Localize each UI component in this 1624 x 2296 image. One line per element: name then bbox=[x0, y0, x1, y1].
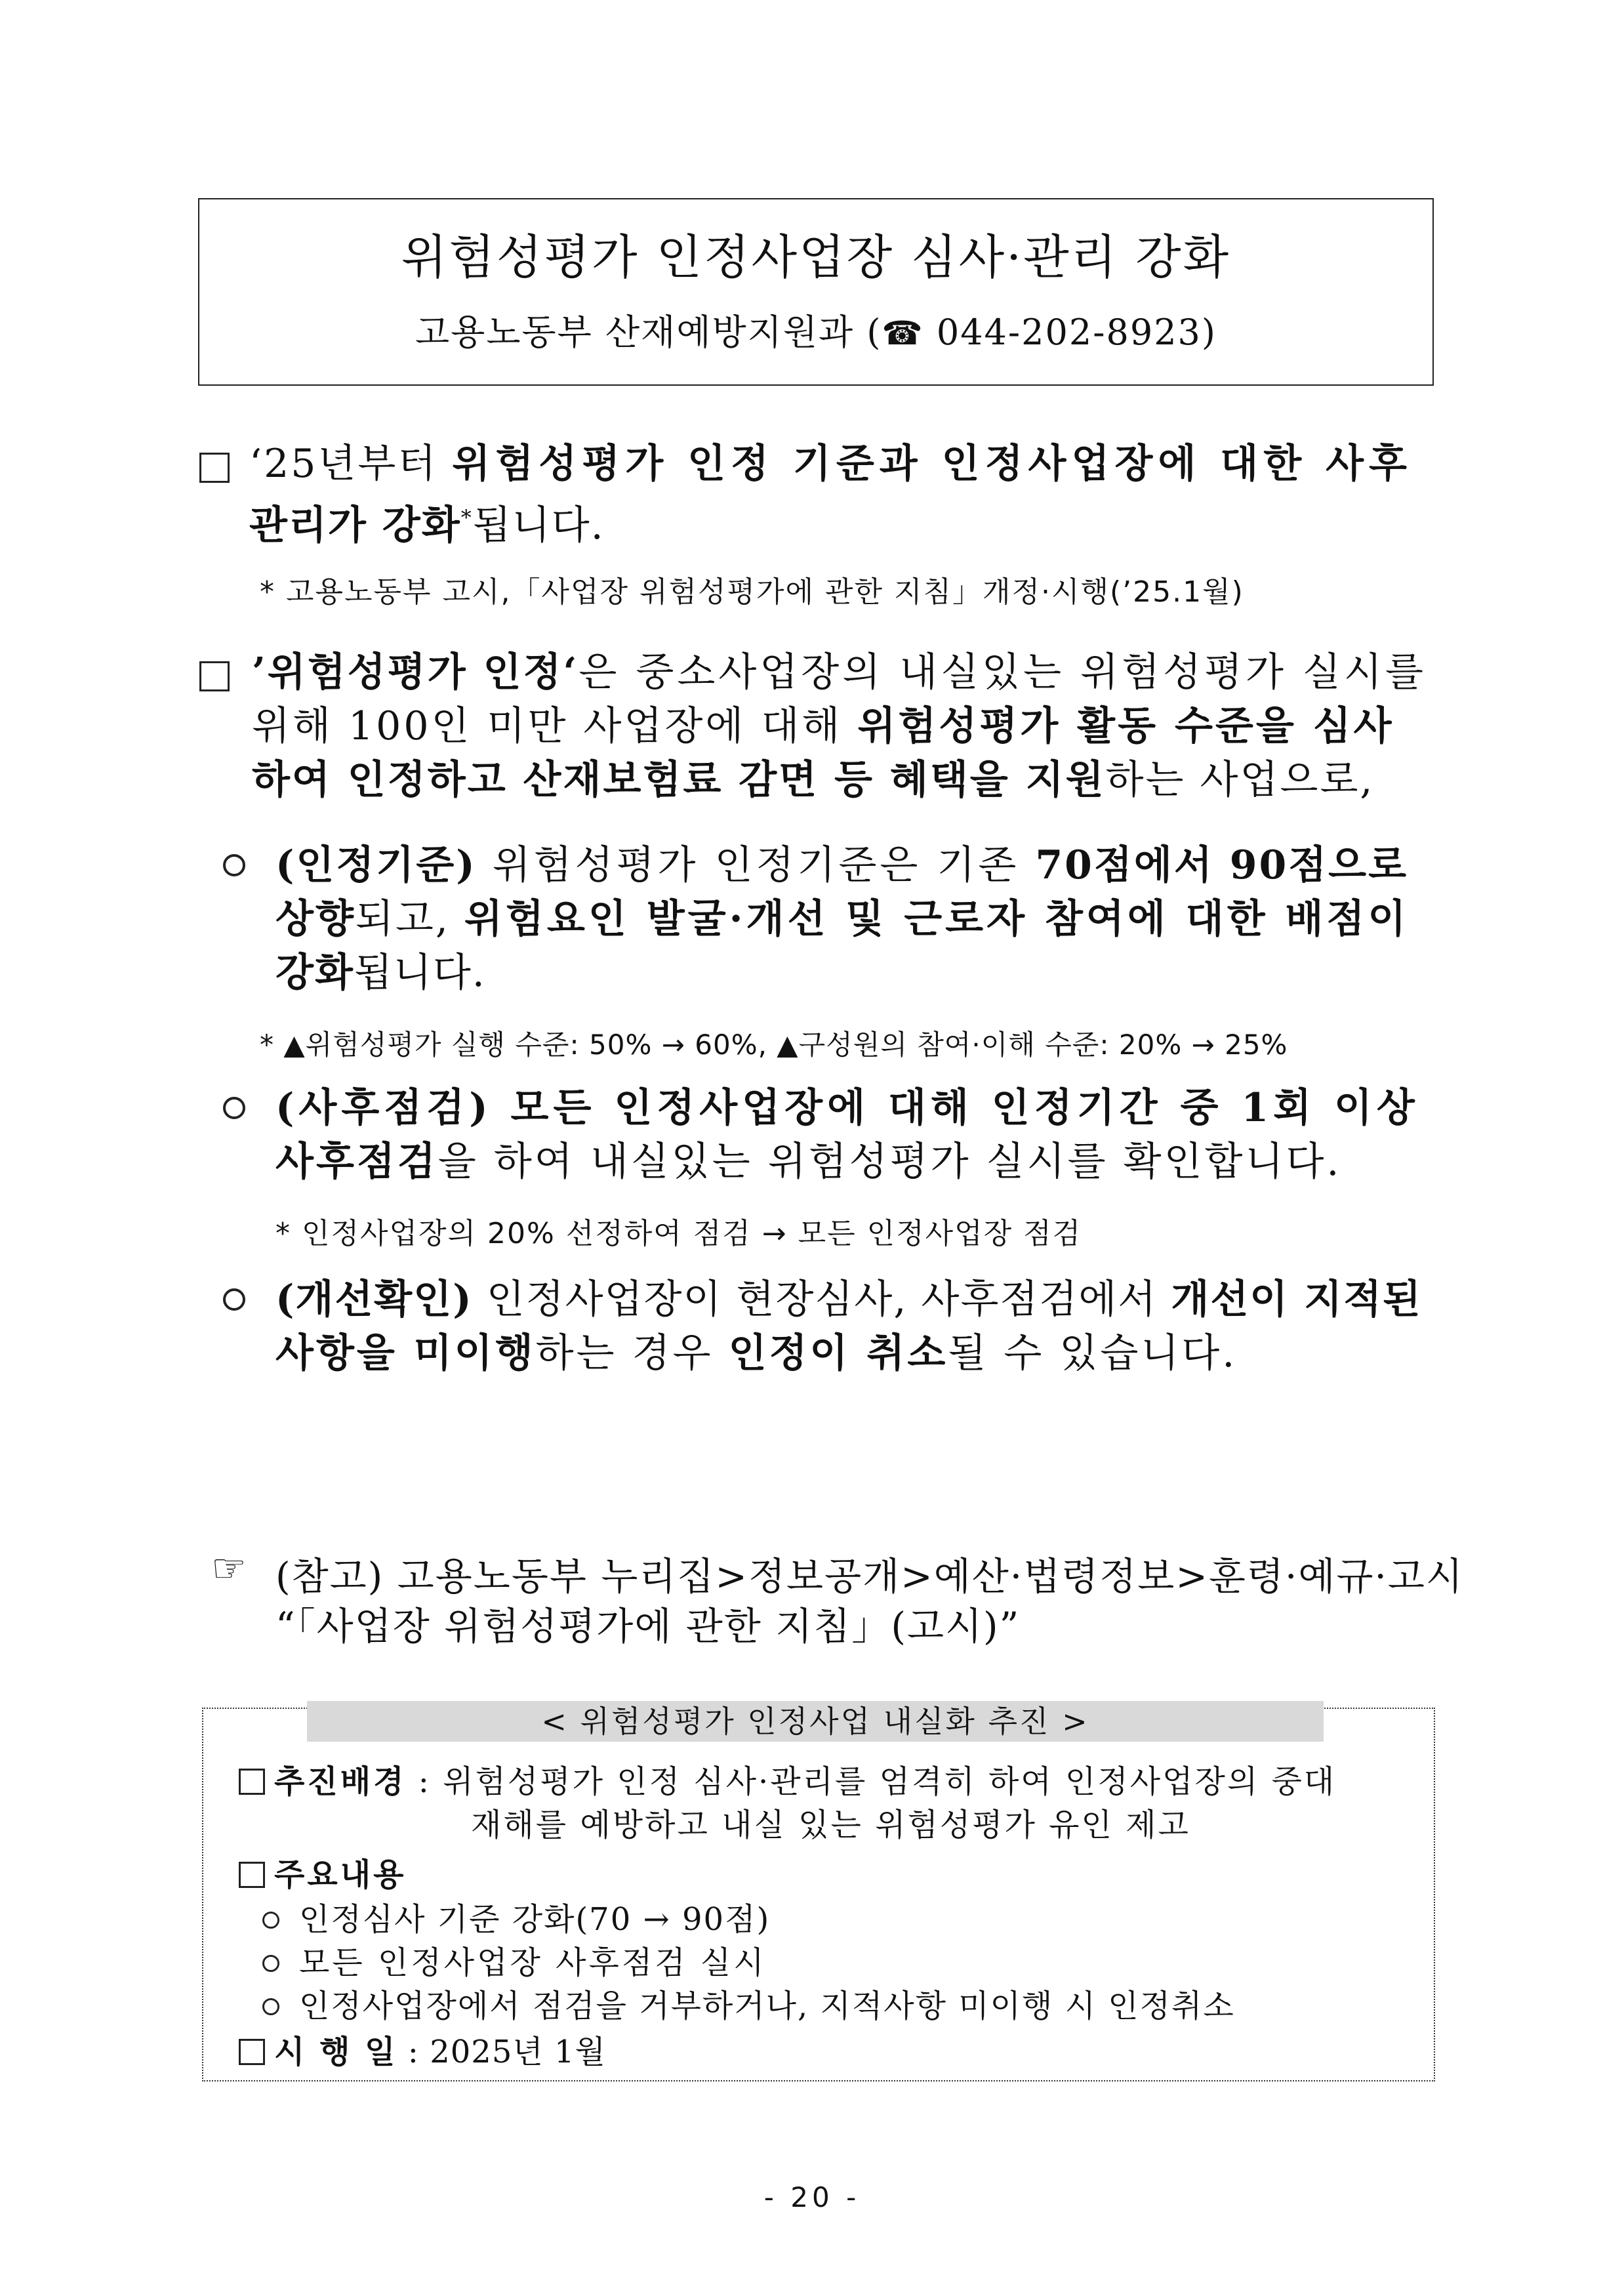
text-run: 인정사업장이 현장심사, 사후점검에서 bbox=[472, 1277, 1171, 1322]
item-post-check-note: * 인정사업장의 20% 선정하여 점검 → 모든 인정사업장 점검 bbox=[275, 1217, 1082, 1250]
text-run: 하는 경우 bbox=[535, 1330, 729, 1376]
circle-bullet-icon bbox=[262, 1912, 279, 1929]
department-contact bbox=[199, 304, 1432, 355]
text-run-bold: 위험요인 발굴·개선 및 근로자 참여에 대한 배점이 bbox=[464, 896, 1410, 942]
reference-line-2: “「사업장 위험성평가에 관한 지침」(고시)” bbox=[275, 1604, 1021, 1649]
text-run-bold: 위험성평가 인정 기준과 인정사업장에 대한 사후 bbox=[452, 441, 1413, 487]
label: 주요내용 bbox=[274, 1856, 407, 1893]
circle-bullet-icon bbox=[223, 854, 245, 876]
text-run: : 2025년 1월 bbox=[397, 2034, 606, 2070]
text-run: 하는 사업으로, bbox=[1105, 757, 1375, 803]
summary-item bbox=[262, 1980, 1235, 2026]
text-run-bold: (개선확인) bbox=[275, 1277, 473, 1322]
item-criteria-note: * ▲위험성평가 실행 수준: 50% → 60%, ▲구성원의 참여·이해 수준: 20% → 25% bbox=[260, 1029, 1288, 1061]
square-bullet-icon bbox=[239, 1862, 265, 1888]
text-run-bold: 관리가 강화 bbox=[249, 502, 461, 548]
text-run: 모든 인정사업장 사후점검 실시 bbox=[299, 1944, 767, 1981]
text-run-bold: 사후점검 bbox=[275, 1139, 438, 1185]
text-run: 되고, bbox=[355, 896, 464, 942]
circle-bullet-icon bbox=[262, 1955, 279, 1972]
page-title: 위험성평가 인정사업장 심사·관리 강화 bbox=[401, 230, 1231, 285]
text-run-bold: 사항을 미이행 bbox=[275, 1330, 536, 1376]
summary-header: < 위험성평가 인정사업 내실화 추진 > bbox=[307, 1701, 1324, 1742]
summary-box bbox=[202, 1704, 1435, 2081]
phone-number: 044-202-8923) bbox=[936, 312, 1217, 353]
summary-background bbox=[239, 1756, 1336, 1801]
text-run-bold: 70점에서 90점으로 bbox=[1035, 842, 1409, 888]
text-run: 위해 100인 미만 사업장에 대해 bbox=[252, 703, 858, 749]
section-1 bbox=[249, 437, 1450, 552]
text-run: : 위험성평가 인정 심사·관리를 엄격히 하여 인정사업장의 중대 bbox=[406, 1763, 1337, 1800]
text-run: 은 중소사업장의 내실있는 위험성평가 실시를 bbox=[579, 649, 1427, 695]
text-run-bold: 개선이 지적된 bbox=[1171, 1277, 1423, 1322]
text-run: ‘25년부터 bbox=[249, 441, 453, 487]
item-criteria bbox=[275, 838, 1456, 1000]
pointing-hand-icon: ☞ bbox=[211, 1546, 247, 1591]
text-run: 될 수 있습니다. bbox=[948, 1330, 1238, 1376]
text-run: 됩니다. bbox=[472, 502, 605, 548]
text-run: 인정사업장에서 점검을 거부하거나, 지적사항 미이행 시 인정취소 bbox=[299, 1988, 1235, 2024]
circle-bullet-icon bbox=[223, 1288, 245, 1311]
text-run: 됩니다. bbox=[354, 950, 486, 996]
text-run-bold: 상향 bbox=[275, 896, 355, 942]
summary-item bbox=[262, 1894, 770, 1939]
item-post-check bbox=[275, 1081, 1456, 1189]
summary-main-label bbox=[239, 1849, 406, 1895]
text-run-bold: 위험성평가 활동 수준을 심사 bbox=[857, 703, 1394, 749]
department: 고용노동부 산재예방지원과 ( bbox=[415, 312, 882, 353]
square-bullet-icon bbox=[199, 453, 230, 483]
telephone-icon: ☎ bbox=[882, 314, 924, 352]
section-1-note: * 고용노동부 고시,「사업장 위험성평가에 관한 지침」개정·시행(’25.1월) bbox=[260, 575, 1244, 609]
summary-item bbox=[262, 1937, 767, 1982]
page-number: - 20 - bbox=[763, 2181, 861, 2213]
text-run-bold: 하여 인정하고 산재보험료 감면 등 혜택을 지원 bbox=[252, 757, 1106, 803]
circle-bullet-icon bbox=[223, 1097, 245, 1119]
text-run: 인정심사 기준 강화(70 → 90점) bbox=[299, 1901, 771, 1938]
text-run-bold: (사후점검) 모든 인정사업장에 대해 인정기간 중 1회 이상 bbox=[275, 1085, 1419, 1131]
square-bullet-icon bbox=[239, 2039, 265, 2065]
text-run-bold: (인정기준) bbox=[275, 842, 477, 888]
text-run: 위험성평가 인정기준은 기존 bbox=[476, 842, 1036, 888]
footnote-mark: * bbox=[460, 505, 473, 530]
summary-background-cont: 재해를 예방하고 내실 있는 위험성평가 유인 제고 bbox=[471, 1807, 1190, 1843]
section-2 bbox=[252, 646, 1452, 807]
text-run-bold: 강화 bbox=[275, 950, 354, 996]
square-bullet-icon bbox=[239, 1769, 265, 1795]
text-run-bold: 인정이 취소 bbox=[728, 1330, 948, 1376]
text-run: 을 하여 내실있는 위험성평가 실시를 확인합니다. bbox=[437, 1139, 1342, 1185]
circle-bullet-icon bbox=[262, 1998, 279, 2015]
label: 시 행 일 bbox=[274, 2034, 397, 2070]
item-improvement bbox=[275, 1273, 1456, 1380]
summary-effective-date bbox=[239, 2026, 606, 2072]
label: 추진배경 bbox=[274, 1763, 407, 1800]
square-bullet-icon bbox=[199, 661, 230, 691]
text-run-bold: ’위험성평가 인정‘ bbox=[252, 649, 579, 695]
title-box bbox=[198, 198, 1434, 386]
reference-line-1: (참고) 고용노동부 누리집>정보공개>예산·법령정보>훈령·예규·고시 bbox=[275, 1554, 1464, 1599]
